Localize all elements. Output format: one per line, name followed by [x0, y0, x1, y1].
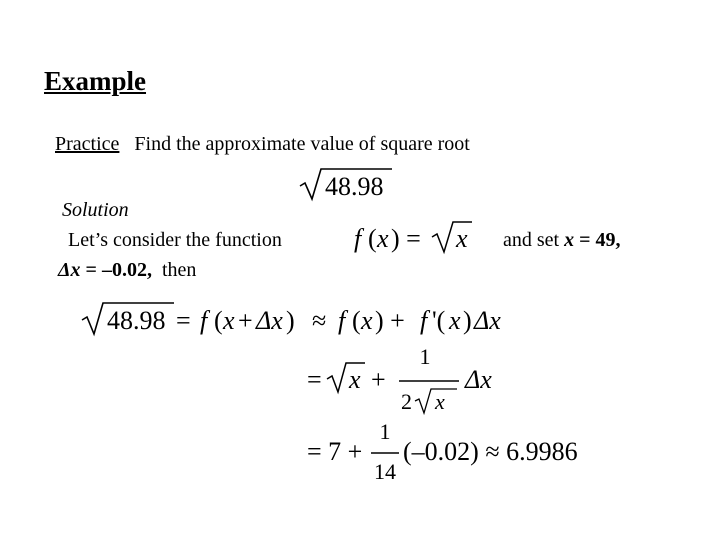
- consider-text: Let’s consider the function: [68, 229, 282, 251]
- svg-text:Δx: Δx: [465, 365, 492, 394]
- svg-text:) =: ) =: [391, 224, 421, 253]
- practice-line: [55, 133, 470, 156]
- svg-text:(: (: [368, 224, 377, 253]
- practice-label: Practice: [55, 133, 120, 155]
- svg-text:(: (: [214, 306, 223, 335]
- svg-text:f: f: [338, 306, 346, 335]
- svg-text:f: f: [354, 224, 362, 253]
- svg-text:'(: '(: [432, 306, 446, 335]
- svg-text:) +: ) +: [375, 306, 405, 335]
- svg-text:Δx: Δx: [256, 306, 283, 335]
- svg-text:+: +: [371, 365, 386, 394]
- svg-text:): ): [286, 306, 295, 335]
- svg-text:= 7 +: = 7 +: [307, 437, 363, 466]
- svg-text:x: x: [456, 224, 468, 253]
- svg-text:(: (: [352, 306, 361, 335]
- svg-text:x: x: [361, 306, 373, 335]
- approximation-line-2: [305, 342, 515, 418]
- svg-text:Δx: Δx: [474, 306, 501, 335]
- svg-text:≈: ≈: [312, 306, 327, 335]
- svg-text:): ): [463, 306, 472, 335]
- svg-text:(–0.02) ≈ 6.9986: (–0.02) ≈ 6.9986: [403, 437, 578, 466]
- svg-text:2: 2: [401, 389, 412, 414]
- svg-text:=: =: [176, 306, 191, 335]
- svg-text:f: f: [420, 306, 428, 335]
- svg-text:x: x: [449, 306, 461, 335]
- approximation-line-1: [80, 298, 520, 340]
- problem-sqrt-expression: [298, 166, 398, 204]
- svg-text:1: 1: [379, 420, 391, 444]
- svg-text:48.98: 48.98: [107, 306, 166, 335]
- svg-text:14: 14: [374, 459, 396, 484]
- svg-text:x: x: [349, 365, 361, 394]
- delta-x-text: Δx = –0.02, then: [58, 259, 197, 281]
- svg-text:x: x: [377, 224, 389, 253]
- problem-radicand: 48.98: [325, 172, 384, 201]
- set-x-text: and set x = 49,: [503, 229, 621, 251]
- svg-text:x: x: [223, 306, 235, 335]
- svg-text:1: 1: [419, 344, 431, 369]
- svg-text:x: x: [435, 389, 445, 414]
- svg-text:f: f: [200, 306, 208, 335]
- svg-text:+: +: [238, 306, 253, 335]
- approximation-line-3: [305, 420, 595, 490]
- practice-text: Find the approximate value of square root: [134, 133, 470, 155]
- svg-text:=: =: [307, 365, 322, 394]
- function-definition: [352, 218, 482, 258]
- solution-label: Solution: [62, 199, 129, 221]
- slide-title: Example: [44, 66, 147, 96]
